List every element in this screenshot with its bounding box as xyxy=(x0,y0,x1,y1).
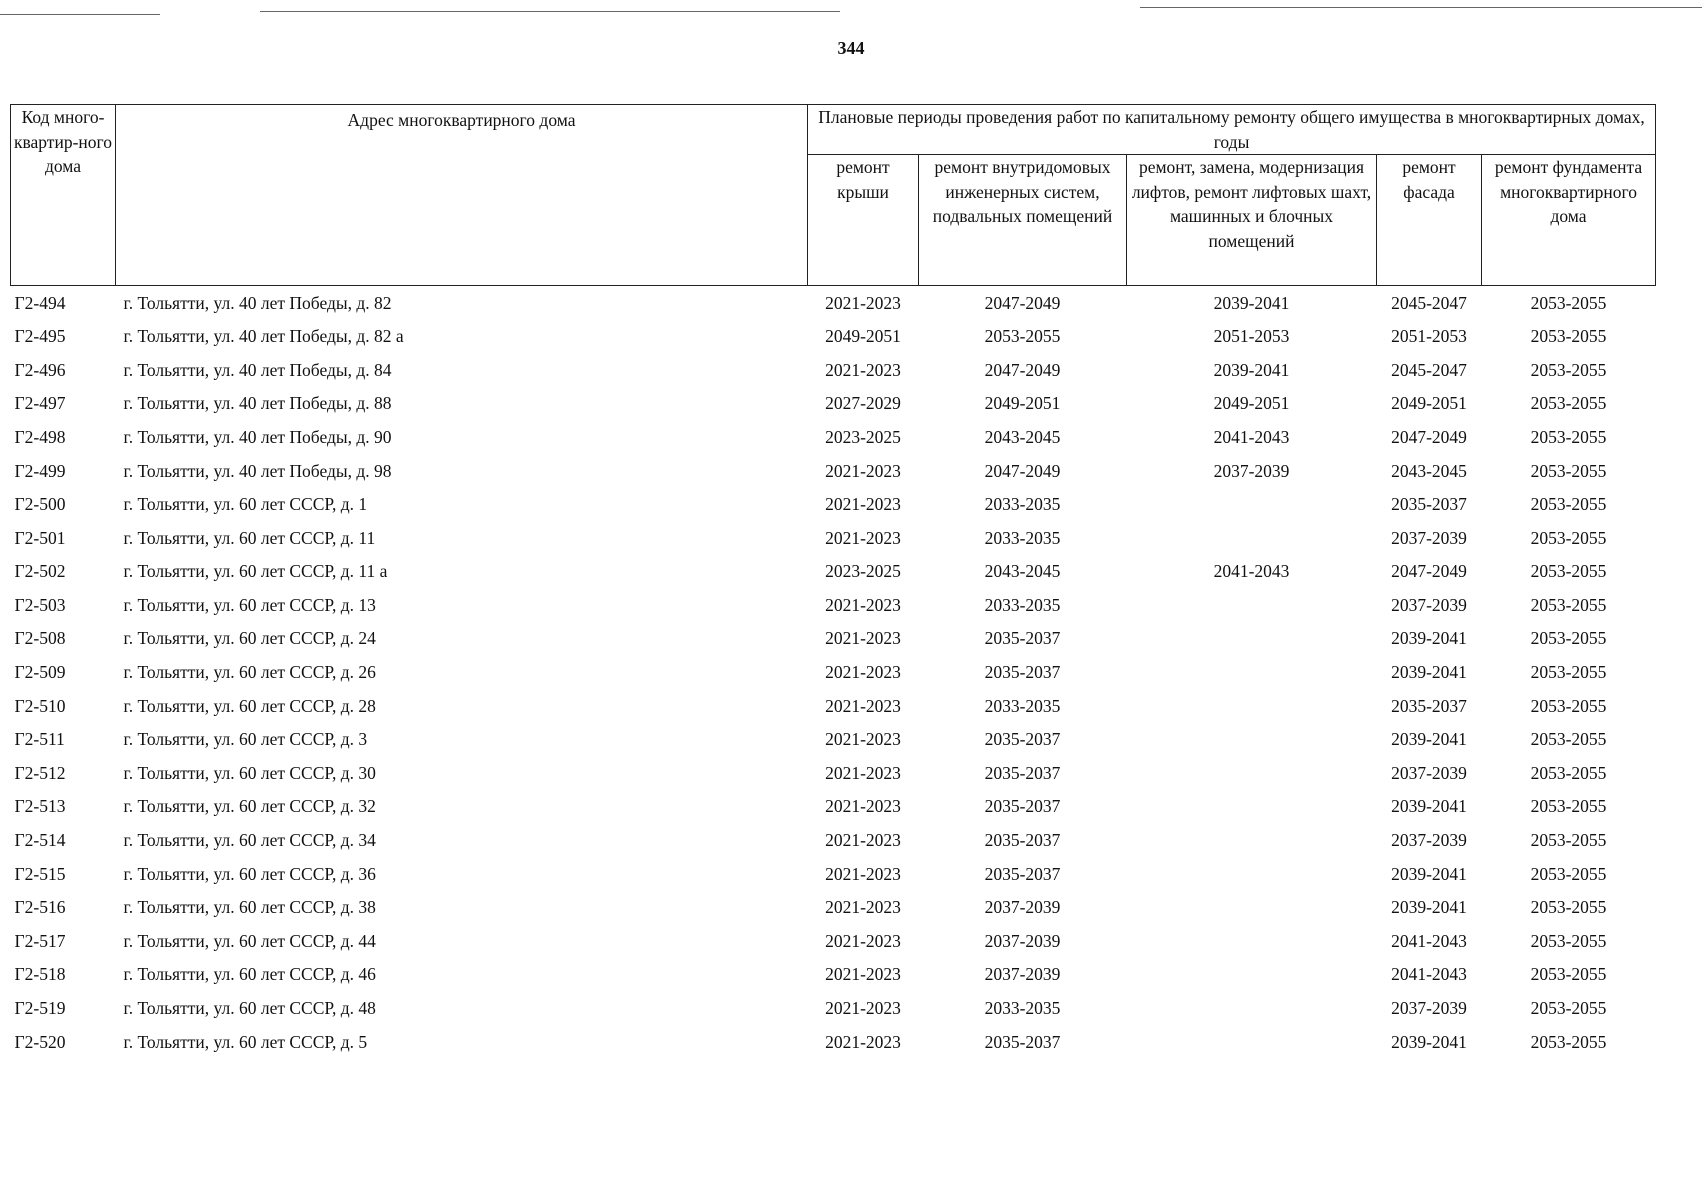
cell-elevators xyxy=(1127,857,1377,891)
cell-facade: 2039-2041 xyxy=(1391,897,1467,918)
cell-address: г. Тольятти, ул. 60 лет СССР, д. 34 xyxy=(123,830,376,851)
cell-roof: 2021-2023 xyxy=(825,527,901,548)
cell-code: Г2-518 xyxy=(14,964,66,985)
cell-code: Г2-501 xyxy=(14,527,66,548)
header-foundation: ремонт фундамента многоквартирного дома xyxy=(1482,155,1656,286)
cell-elevators xyxy=(1127,824,1377,858)
cell-address: г. Тольятти, ул. 60 лет СССР, д. 3 xyxy=(123,729,368,750)
cell-elevators xyxy=(1127,588,1377,622)
cell-foundation: 2053-2055 xyxy=(1530,897,1607,918)
cell-code: Г2-511 xyxy=(14,729,65,750)
cell-roof: 2021-2023 xyxy=(825,359,901,380)
cell-facade: 2039-2041 xyxy=(1391,662,1467,683)
scan-edge-line xyxy=(260,11,840,12)
header-engineering: ремонт внутридомовых инженерных систем, подвальных помещений xyxy=(919,155,1127,286)
cell-engineering: 2037-2039 xyxy=(984,930,1061,951)
cell-foundation: 2053-2055 xyxy=(1530,292,1607,313)
cell-roof: 2021-2023 xyxy=(825,695,901,716)
table-row xyxy=(11,320,1656,354)
cell-roof: 2021-2023 xyxy=(825,930,901,951)
cell-code: Г2-508 xyxy=(14,628,66,649)
cell-code: Г2-509 xyxy=(14,662,66,683)
cell-engineering: 2035-2037 xyxy=(984,762,1061,783)
cell-foundation: 2053-2055 xyxy=(1530,494,1607,515)
cell-foundation: 2053-2055 xyxy=(1530,863,1607,884)
cell-engineering: 2047-2049 xyxy=(984,292,1061,313)
cell-address: г. Тольятти, ул. 60 лет СССР, д. 48 xyxy=(123,998,376,1019)
cell-engineering: 2035-2037 xyxy=(984,830,1061,851)
cell-roof: 2021-2023 xyxy=(825,494,901,515)
cell-foundation: 2053-2055 xyxy=(1530,426,1607,447)
cell-facade: 2047-2049 xyxy=(1391,561,1467,582)
cell-engineering: 2037-2039 xyxy=(984,964,1061,985)
cell-roof: 2027-2029 xyxy=(825,393,901,414)
table-row xyxy=(11,756,1656,790)
cell-elevators: 2039-2041 xyxy=(1213,292,1290,313)
cell-code: Г2-512 xyxy=(14,762,66,783)
cell-facade: 2039-2041 xyxy=(1391,1031,1467,1052)
cell-address: г. Тольятти, ул. 60 лет СССР, д. 44 xyxy=(123,930,376,951)
cell-elevators xyxy=(1127,656,1377,690)
cell-foundation: 2053-2055 xyxy=(1530,729,1607,750)
cell-elevators xyxy=(1127,991,1377,1025)
cell-foundation: 2053-2055 xyxy=(1530,830,1607,851)
cell-facade: 2037-2039 xyxy=(1391,527,1467,548)
table-row xyxy=(11,387,1656,421)
table-row xyxy=(11,824,1656,858)
table-row xyxy=(11,588,1656,622)
header-address: Адрес многоквартирного дома xyxy=(116,105,808,286)
cell-address: г. Тольятти, ул. 40 лет Победы, д. 84 xyxy=(123,359,392,380)
cell-code: Г2-516 xyxy=(14,897,66,918)
cell-roof: 2049-2051 xyxy=(825,326,901,347)
table-row xyxy=(11,891,1656,925)
cell-engineering: 2037-2039 xyxy=(984,897,1061,918)
table-row xyxy=(11,622,1656,656)
cell-foundation: 2053-2055 xyxy=(1530,561,1607,582)
cell-roof: 2021-2023 xyxy=(825,662,901,683)
cell-elevators: 2039-2041 xyxy=(1213,359,1290,380)
cell-address: г. Тольятти, ул. 40 лет Победы, д. 82 а xyxy=(123,326,404,347)
table-row xyxy=(11,857,1656,891)
cell-address: г. Тольятти, ул. 60 лет СССР, д. 24 xyxy=(123,628,376,649)
header-roof: ремонт крыши xyxy=(808,155,919,286)
table-row xyxy=(11,286,1656,320)
scan-edge-line xyxy=(0,14,160,15)
table-row xyxy=(11,454,1656,488)
cell-address: г. Тольятти, ул. 60 лет СССР, д. 36 xyxy=(123,863,376,884)
cell-code: Г2-519 xyxy=(14,998,66,1019)
table-body xyxy=(11,286,1656,1059)
cell-facade: 2035-2037 xyxy=(1391,695,1467,716)
cell-roof: 2021-2023 xyxy=(825,830,901,851)
cell-code: Г2-514 xyxy=(14,830,66,851)
cell-engineering: 2033-2035 xyxy=(984,695,1061,716)
cell-elevators xyxy=(1127,689,1377,723)
cell-engineering: 2033-2035 xyxy=(984,527,1061,548)
table-row xyxy=(11,488,1656,522)
cell-engineering: 2035-2037 xyxy=(984,1031,1061,1052)
cell-code: Г2-495 xyxy=(14,326,66,347)
cell-roof: 2021-2023 xyxy=(825,863,901,884)
cell-roof: 2021-2023 xyxy=(825,897,901,918)
cell-elevators xyxy=(1127,756,1377,790)
cell-facade: 2043-2045 xyxy=(1391,460,1467,481)
cell-elevators: 2041-2043 xyxy=(1213,561,1290,582)
cell-code: Г2-502 xyxy=(14,561,66,582)
cell-address: г. Тольятти, ул. 40 лет Победы, д. 90 xyxy=(123,426,392,447)
cell-engineering: 2043-2045 xyxy=(984,561,1061,582)
cell-foundation: 2053-2055 xyxy=(1530,695,1607,716)
header-periods-group: Плановые периоды проведения работ по капитальному ремонту общего имущества в многоквартирных домах, годы xyxy=(808,105,1656,155)
cell-engineering: 2053-2055 xyxy=(984,326,1061,347)
cell-code: Г2-496 xyxy=(14,359,66,380)
table-row xyxy=(11,689,1656,723)
cell-roof: 2021-2023 xyxy=(825,729,901,750)
cell-code: Г2-515 xyxy=(14,863,66,884)
cell-roof: 2021-2023 xyxy=(825,1031,901,1052)
cell-address: г. Тольятти, ул. 60 лет СССР, д. 1 xyxy=(123,494,368,515)
table-row xyxy=(11,924,1656,958)
cell-facade: 2039-2041 xyxy=(1391,796,1467,817)
cell-roof: 2023-2025 xyxy=(825,426,901,447)
cell-address: г. Тольятти, ул. 60 лет СССР, д. 38 xyxy=(123,897,376,918)
cell-facade: 2037-2039 xyxy=(1391,594,1467,615)
table-row xyxy=(11,555,1656,589)
table-row xyxy=(11,991,1656,1025)
cell-address: г. Тольятти, ул. 60 лет СССР, д. 5 xyxy=(123,1031,368,1052)
cell-engineering: 2033-2035 xyxy=(984,594,1061,615)
cell-address: г. Тольятти, ул. 60 лет СССР, д. 26 xyxy=(123,662,376,683)
cell-address: г. Тольятти, ул. 60 лет СССР, д. 28 xyxy=(123,695,376,716)
cell-roof: 2021-2023 xyxy=(825,628,901,649)
cell-elevators xyxy=(1127,723,1377,757)
table-row xyxy=(11,656,1656,690)
cell-facade: 2039-2041 xyxy=(1391,729,1467,750)
cell-facade: 2037-2039 xyxy=(1391,830,1467,851)
cell-foundation: 2053-2055 xyxy=(1530,964,1607,985)
cell-roof: 2021-2023 xyxy=(825,594,901,615)
cell-code: Г2-500 xyxy=(14,494,66,515)
table-row xyxy=(11,790,1656,824)
cell-facade: 2051-2053 xyxy=(1391,326,1467,347)
cell-facade: 2045-2047 xyxy=(1391,292,1467,313)
cell-foundation: 2053-2055 xyxy=(1530,930,1607,951)
cell-address: г. Тольятти, ул. 60 лет СССР, д. 30 xyxy=(123,762,376,783)
cell-elevators: 2049-2051 xyxy=(1213,393,1290,414)
cell-facade: 2041-2043 xyxy=(1391,964,1467,985)
cell-roof: 2023-2025 xyxy=(825,561,901,582)
cell-code: Г2-520 xyxy=(14,1031,66,1052)
cell-facade: 2037-2039 xyxy=(1391,998,1467,1019)
cell-facade: 2045-2047 xyxy=(1391,359,1467,380)
table-row xyxy=(11,420,1656,454)
cell-code: Г2-498 xyxy=(14,426,66,447)
cell-foundation: 2053-2055 xyxy=(1530,998,1607,1019)
table-row xyxy=(11,1025,1656,1059)
cell-foundation: 2053-2055 xyxy=(1530,460,1607,481)
header-facade: ремонт фасада xyxy=(1377,155,1482,286)
cell-engineering: 2049-2051 xyxy=(984,393,1061,414)
cell-foundation: 2053-2055 xyxy=(1530,796,1607,817)
cell-address: г. Тольятти, ул. 60 лет СССР, д. 11 xyxy=(123,527,376,548)
cell-address: г. Тольятти, ул. 40 лет Победы, д. 98 xyxy=(123,460,392,481)
page-number: 344 xyxy=(837,38,865,58)
cell-elevators xyxy=(1127,622,1377,656)
cell-address: г. Тольятти, ул. 60 лет СССР, д. 13 xyxy=(123,594,376,615)
cell-roof: 2021-2023 xyxy=(825,796,901,817)
table-row xyxy=(11,723,1656,757)
cell-foundation: 2053-2055 xyxy=(1530,527,1607,548)
cell-elevators xyxy=(1127,521,1377,555)
cell-facade: 2039-2041 xyxy=(1391,863,1467,884)
cell-elevators: 2037-2039 xyxy=(1213,460,1290,481)
cell-address: г. Тольятти, ул. 60 лет СССР, д. 32 xyxy=(123,796,376,817)
cell-roof: 2021-2023 xyxy=(825,762,901,783)
cell-code: Г2-494 xyxy=(14,292,66,313)
table-row xyxy=(11,353,1656,387)
cell-engineering: 2035-2037 xyxy=(984,796,1061,817)
cell-elevators xyxy=(1127,1025,1377,1059)
cell-foundation: 2053-2055 xyxy=(1530,326,1607,347)
cell-code: Г2-510 xyxy=(14,695,66,716)
table-row xyxy=(11,521,1656,555)
cell-roof: 2021-2023 xyxy=(825,998,901,1019)
cell-foundation: 2053-2055 xyxy=(1530,628,1607,649)
cell-engineering: 2033-2035 xyxy=(984,494,1061,515)
cell-foundation: 2053-2055 xyxy=(1530,662,1607,683)
table-header xyxy=(11,105,1656,286)
cell-elevators xyxy=(1127,790,1377,824)
cell-roof: 2021-2023 xyxy=(825,964,901,985)
cell-facade: 2039-2041 xyxy=(1391,628,1467,649)
cell-foundation: 2053-2055 xyxy=(1530,359,1607,380)
cell-address: г. Тольятти, ул. 40 лет Победы, д. 88 xyxy=(123,393,392,414)
header-code: Код много-квартир-ного дома xyxy=(11,105,116,286)
cell-address: г. Тольятти, ул. 60 лет СССР, д. 11 а xyxy=(123,561,388,582)
cell-code: Г2-497 xyxy=(14,393,66,414)
cell-elevators xyxy=(1127,891,1377,925)
cell-elevators: 2051-2053 xyxy=(1213,326,1290,347)
cell-elevators xyxy=(1127,958,1377,992)
cell-code: Г2-499 xyxy=(14,460,66,481)
cell-foundation: 2053-2055 xyxy=(1530,393,1607,414)
cell-foundation: 2053-2055 xyxy=(1530,762,1607,783)
cell-engineering: 2047-2049 xyxy=(984,359,1061,380)
cell-engineering: 2043-2045 xyxy=(984,426,1061,447)
cell-elevators xyxy=(1127,924,1377,958)
cell-facade: 2047-2049 xyxy=(1391,426,1467,447)
cell-facade: 2049-2051 xyxy=(1391,393,1467,414)
scan-edge-line xyxy=(1140,7,1702,8)
cell-engineering: 2035-2037 xyxy=(984,662,1061,683)
table-row xyxy=(11,958,1656,992)
cell-engineering: 2047-2049 xyxy=(984,460,1061,481)
cell-address: г. Тольятти, ул. 40 лет Победы, д. 82 xyxy=(123,292,392,313)
capital-repair-schedule-table xyxy=(10,104,1656,1059)
cell-code: Г2-503 xyxy=(14,594,66,615)
header-elevators: ремонт, замена, модернизация лифтов, ремонт лифтовых шахт, машинных и блочных помещений xyxy=(1127,155,1377,286)
cell-engineering: 2033-2035 xyxy=(984,998,1061,1019)
cell-engineering: 2035-2037 xyxy=(984,863,1061,884)
cell-foundation: 2053-2055 xyxy=(1530,1031,1607,1052)
cell-facade: 2037-2039 xyxy=(1391,762,1467,783)
cell-facade: 2035-2037 xyxy=(1391,494,1467,515)
cell-engineering: 2035-2037 xyxy=(984,628,1061,649)
cell-elevators: 2041-2043 xyxy=(1213,426,1290,447)
cell-roof: 2021-2023 xyxy=(825,460,901,481)
cell-facade: 2041-2043 xyxy=(1391,930,1467,951)
cell-elevators xyxy=(1127,488,1377,522)
cell-code: Г2-513 xyxy=(14,796,66,817)
cell-address: г. Тольятти, ул. 60 лет СССР, д. 46 xyxy=(123,964,376,985)
cell-roof: 2021-2023 xyxy=(825,292,901,313)
cell-code: Г2-517 xyxy=(14,930,66,951)
cell-foundation: 2053-2055 xyxy=(1530,594,1607,615)
cell-engineering: 2035-2037 xyxy=(984,729,1061,750)
